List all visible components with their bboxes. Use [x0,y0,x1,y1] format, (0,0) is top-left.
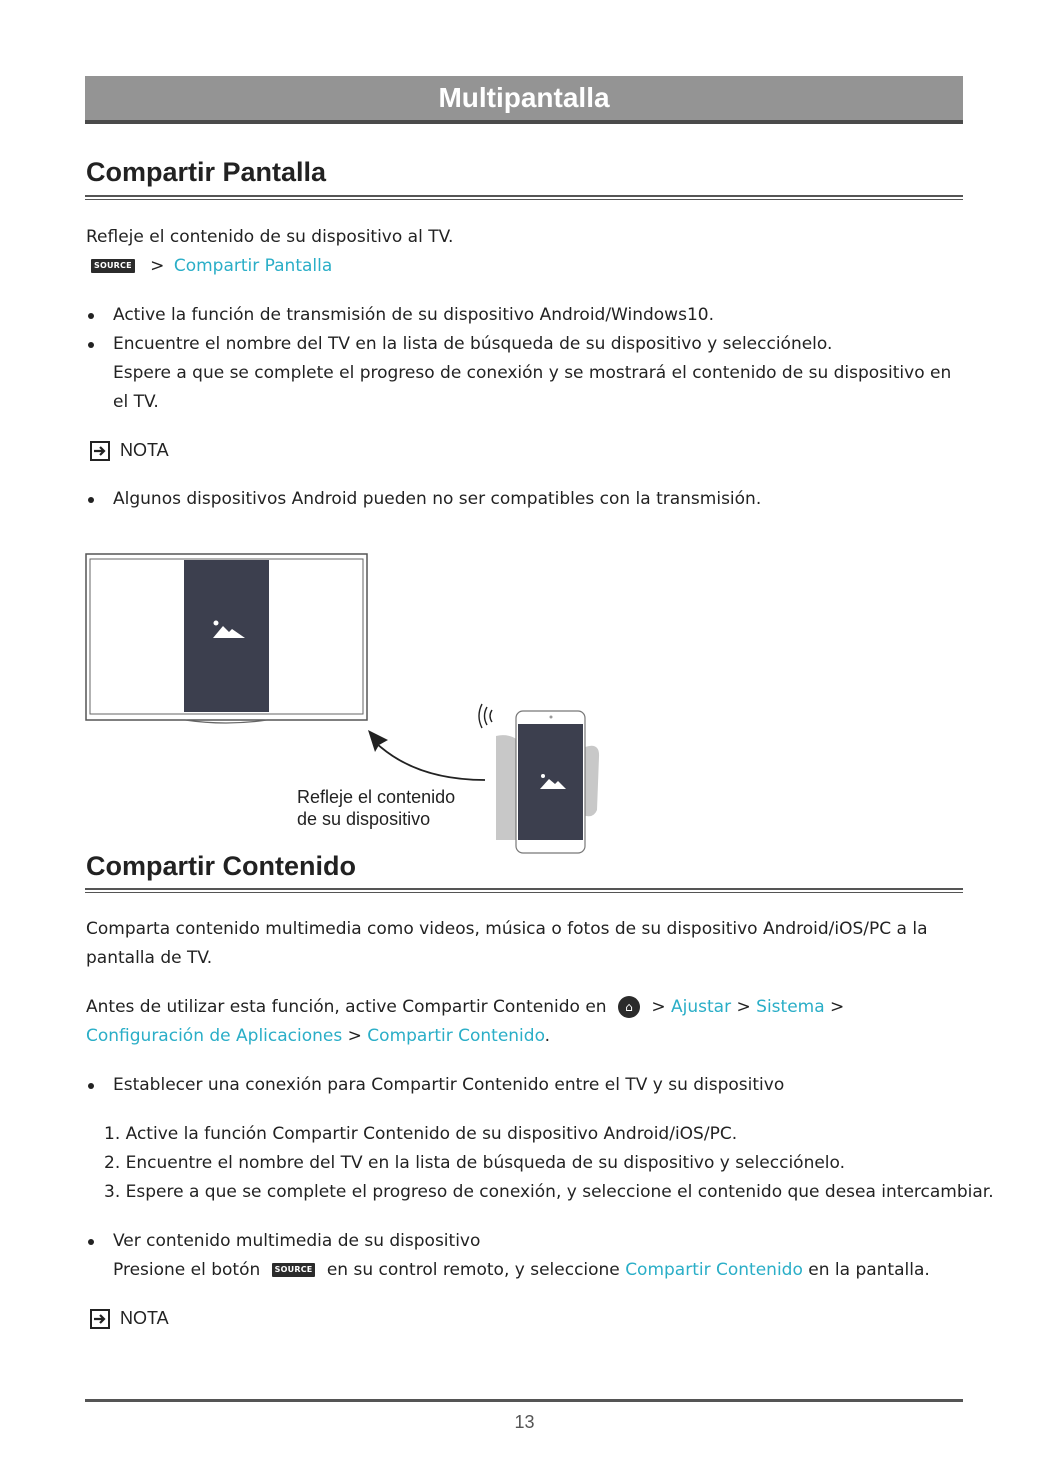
arrow-head [368,730,388,752]
bullet-dot [88,1239,94,1245]
heading-divider [85,195,963,200]
section2-before: Antes de utilizar esta función, active Compartir Contenido en ⌂ > Ajustar > Sistema > Configuración de Aplicaciones > Compartir Contenido. [86,997,845,1046]
illustration-caption: Refleje el contenido de su dispositivo [297,787,456,829]
section2-intro: Comparta contenido multimedia como videos, música o fotos de su dispositivo Android/iOS/PC a la pantalla de TV. [86,919,928,968]
section-heading-compartir-pantalla: Compartir Pantalla [86,157,327,187]
note-arrow-icon [90,1309,110,1329]
path-link-ajustar[interactable]: Ajustar [671,997,732,1017]
note-arrow-icon [90,441,110,461]
heading-divider [85,888,963,893]
footer-divider [85,1399,963,1402]
nota-label: NOTA [90,440,169,461]
list-item: 3. Espere a que se complete el progreso de conexión, y seleccione el contenido que desea intercambiar. [104,1182,994,1202]
page-banner [85,76,963,124]
list-item: Establecer una conexión para Compartir Contenido entre el TV y su dispositivo [86,1071,956,1100]
path-link-compartir-pantalla[interactable]: Compartir Pantalla [173,256,333,276]
tv-illustration [86,554,367,723]
bullet-dot [88,313,94,319]
list-item: Ver contenido multimedia de su dispositivo Presione el botón SOURCE en su control remoto, y seleccione Compartir Contenido en la pantalla. [86,1227,956,1285]
link-compartir-contenido[interactable]: Compartir Contenido [625,1260,803,1280]
source-button-icon: SOURCE [91,259,135,273]
source-button-icon: SOURCE [272,1263,316,1277]
bullet-dot [88,497,94,503]
source-instruction: Presione el botón SOURCE en su control remoto, y seleccione Compartir Contenido en la pantalla. [113,1260,930,1280]
list-item: Encuentre el nombre del TV en la lista de búsqueda de su dispositivo y selecciónelo. Espere a que se complete el progreso de conexión y se mostrará el contenido de su dispositivo en el TV. [86,330,956,417]
page-number: 13 [514,1412,535,1432]
banner-title: Multipantalla [438,82,610,113]
numbered-list [104,1120,994,1207]
list-item: Algunos dispositivos Android pueden no ser compatibles con la transmisión. [86,485,956,514]
path-link-configuracion-aplicaciones[interactable]: Configuración de Aplicaciones [86,1026,343,1046]
section1-intro: Refleje el contenido de su dispositivo al TV. [86,227,454,247]
mirror-arrow [375,742,485,780]
path-separator: > [150,256,165,276]
phone-illustration [516,711,585,853]
nota-label: NOTA [90,1308,169,1329]
home-icon: ⌂ [618,996,640,1018]
bullet-dot [88,342,94,348]
bullet-dot [88,1083,94,1089]
section1-path [91,252,332,281]
list-item: Active la función de transmisión de su dispositivo Android/Windows10. [86,301,956,330]
wireless-signal-icon [479,704,492,728]
path-link-sistema[interactable]: Sistema [756,997,825,1017]
list-item: 2. Encuentre el nombre del TV en la lista de búsqueda de su dispositivo y selecciónelo. [104,1153,846,1173]
path-link-compartir-contenido[interactable]: Compartir Contenido [367,1026,545,1046]
section-heading-compartir-contenido: Compartir Contenido [86,851,356,881]
list-item: 1. Active la función Compartir Contenido de su dispositivo Android/iOS/PC. [104,1124,738,1144]
